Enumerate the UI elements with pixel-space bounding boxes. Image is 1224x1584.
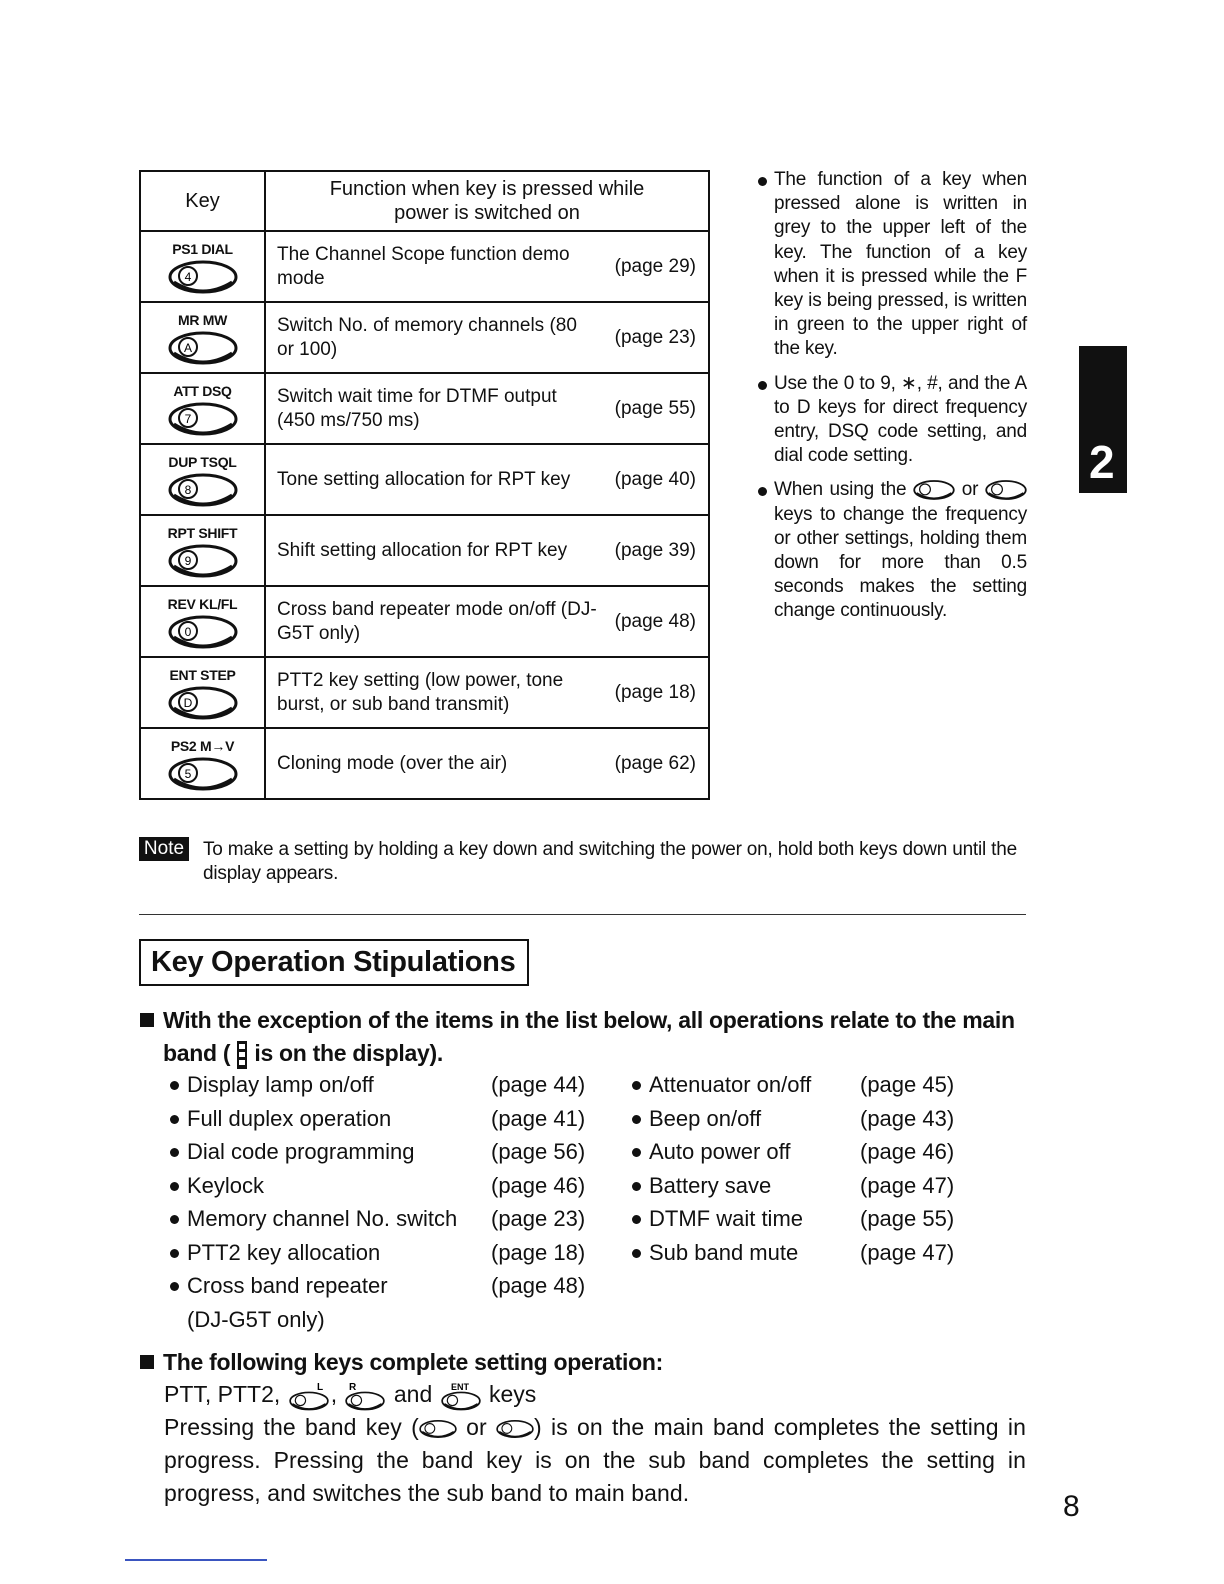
square-bullet-icon [140,1355,154,1369]
key-digit: A [183,341,192,355]
side-note-3-text-b: or [961,479,979,501]
side-note-1: The function of a key when pressed alone is written in grey to the upper left of the key. The function of a key when it is pressed while the F key is being pressed, is written in green to the upper right of the key. [757,168,1027,362]
item-page: (page 48) [491,1273,586,1298]
item-label: DTMF wait time [649,1206,803,1231]
page-ref: (page 18) [614,681,696,703]
key-button-icon [168,615,238,649]
item-page: (page 47) [860,1172,955,1198]
list-item [168,1102,586,1136]
key-cell [140,373,265,444]
list-item [168,1236,586,1270]
key-label: RPT SHIFT [167,525,238,541]
table-row [140,657,709,728]
list-item [630,1068,955,1102]
heading2-text: The following keys complete setting operation: [163,1349,663,1375]
key-label: MR MW [177,312,228,328]
key-function-table [139,170,710,800]
item-page: (page 45) [860,1072,955,1097]
operations-left-column [168,1068,586,1336]
item-label: Battery save [649,1172,772,1198]
page-ref: (page 55) [614,397,696,419]
complete-setting-heading [140,1347,663,1377]
function-cell [265,515,709,586]
heading1-line2-b: is on the display). [254,1040,443,1066]
function-text: Tone setting allocation for RPT key [277,468,571,490]
operations-right-column [630,1068,955,1269]
note-text: To make a setting by holding a key down and switching the power on, hold both keys down until the display appears. [203,839,1017,884]
header-function: Function when key is pressed while power is switched on [265,171,709,231]
key-label: ATT DSQ [173,383,232,399]
function-cell [265,444,709,515]
function-text: Switch No. of memory channels (80 or 100) [277,314,577,360]
key-button-icon [168,331,238,365]
key-button-icon [168,757,238,791]
divider [139,914,1026,915]
list-item [168,1202,586,1236]
page-ref: (page 62) [614,752,696,774]
key-cell [140,515,265,586]
list-item [168,1169,586,1203]
side-notes [757,168,1027,634]
item-sub: (DJ-G5T only) [187,1306,325,1332]
key-button-icon [168,544,238,578]
up-key-icon [913,479,955,501]
chapter-tab [1079,346,1127,493]
key-cell [140,444,265,515]
chapter-number: 2 [1089,436,1115,488]
section-title: Key Operation Stipulations [139,939,529,986]
list-item [168,1269,586,1336]
table-row [140,444,709,515]
function-cell [265,231,709,302]
side-note-3-text-c: keys to change the frequency or other settings, holding them down for more than 0.5 seconds makes the setting change continuously. [774,503,1027,622]
key-digit: 5 [184,767,191,781]
key-digit: 9 [184,554,191,568]
item-page: (page 47) [860,1239,955,1265]
table-header-row [140,171,709,231]
item-label: Sub band mute [649,1239,799,1265]
function-text: The Channel Scope function demo mode [277,243,570,289]
l-key-label: L [316,1381,323,1393]
table-row [140,728,709,799]
item-label: Display lamp on/off [187,1072,374,1097]
down-key-icon [985,479,1027,501]
key-cell [140,586,265,657]
paragraph-text-b: ) is on the main band completes the setting in progress. Pressing the band key is on the sub band completes the setting in progress, and switches the sub band to main band. [164,1414,1027,1506]
ent-key-icon [439,1381,483,1411]
side-note-3-text-a: When using the [774,479,907,501]
key-label: REV KL/FL [167,596,238,612]
key-cell [140,657,265,728]
key-digit: 0 [184,625,191,639]
item-label: Memory channel No. switch [187,1206,458,1231]
r-band-key-icon [343,1381,387,1411]
table-row [140,515,709,586]
key-digit: 8 [184,483,191,497]
item-page: (page 43) [860,1105,955,1131]
page-number: 8 [1063,1490,1080,1523]
key-label: ENT STEP [169,667,236,683]
function-text: Switch wait time for DTMF output (450 ms/750 ms) [277,385,557,431]
key-button-icon [168,402,238,436]
l-key-icon [419,1418,457,1440]
function-cell [265,373,709,444]
paragraph-or: or [466,1414,487,1440]
keys-line-keys: keys [489,1381,537,1407]
function-cell [265,657,709,728]
keys-line-and: and [393,1381,433,1407]
keys-line-text: PTT, PTT2, [164,1381,281,1407]
list-item [630,1135,955,1169]
function-text: Shift setting allocation for RPT key [277,539,568,561]
footer-line [125,1559,267,1561]
function-cell [265,302,709,373]
list-item [168,1135,586,1169]
r-key-icon [496,1418,534,1440]
table-row [140,302,709,373]
key-cell [140,231,265,302]
l-band-key-icon [287,1381,331,1411]
item-page: (page 44) [491,1072,586,1097]
list-item [630,1236,955,1270]
function-cell [265,586,709,657]
note-badge: Note [139,837,189,861]
ent-key-label: ENT [450,1381,469,1392]
key-button-icon [168,686,238,720]
item-page: (page 46) [491,1172,586,1198]
table-row [140,373,709,444]
page-ref: (page 23) [614,326,696,348]
keys-line [164,1378,536,1411]
square-bullet-icon [140,1013,154,1027]
function-cell [265,728,709,799]
r-key-label: R [349,1381,357,1393]
key-label: DUP TSQL [168,454,237,470]
list-item [630,1102,955,1136]
side-note-3 [757,478,1027,623]
key-label: PS1 DIAL [172,241,233,257]
heading1-line1: With the exception of the items in the list below, all operations relate to the main [163,1007,1015,1033]
key-digit: D [183,696,192,710]
item-page: (page 56) [491,1139,586,1164]
list-item [630,1169,955,1203]
item-label: Beep on/off [649,1105,762,1131]
item-label: Cross band repeater [187,1273,388,1298]
key-cell [140,728,265,799]
heading1-line2-a: band ( [163,1040,231,1066]
item-label: Full duplex operation [187,1105,392,1131]
item-page: (page 41) [491,1105,586,1131]
key-digit: 4 [184,270,191,284]
paragraph-text-a: Pressing the band key ( [164,1414,419,1440]
item-label: Keylock [187,1172,265,1198]
page-ref: (page 48) [614,610,696,632]
main-band-heading [140,1004,1040,1070]
item-page: (page 55) [860,1206,955,1231]
band-key-paragraph [164,1411,1026,1510]
keys-line-sep: , [330,1381,338,1407]
item-page: (page 46) [860,1139,955,1164]
item-label: PTT2 key allocation [187,1239,381,1265]
function-text: Cross band repeater mode on/off (DJ-G5T only) [277,598,597,644]
key-cell [140,302,265,373]
function-text: PTT2 key setting (low power, tone burst, or sub band transmit) [277,669,564,715]
page-ref: (page 29) [614,255,696,277]
item-label: Dial code programming [187,1139,415,1164]
key-button-icon [168,260,238,294]
main-band-indicator-icon [236,1040,248,1070]
key-label: PS2 M→V [170,738,235,754]
key-digit: 7 [184,412,191,426]
list-item [630,1202,955,1236]
page-ref: (page 39) [614,539,696,561]
header-key: Key [140,171,265,231]
item-label: Attenuator on/off [649,1072,812,1097]
function-text: Cloning mode (over the air) [277,752,508,774]
item-label: Auto power off [649,1139,791,1164]
table-row [140,586,709,657]
side-note-2: Use the 0 to 9, ∗, #, and the A to D keys for direct frequency entry, DSQ code setting, and dial code setting. [757,372,1027,469]
item-page: (page 23) [491,1206,586,1231]
item-page: (page 18) [491,1239,586,1265]
table-row [140,231,709,302]
key-button-icon [168,473,238,507]
list-item [168,1068,586,1102]
page-ref: (page 40) [614,468,696,490]
